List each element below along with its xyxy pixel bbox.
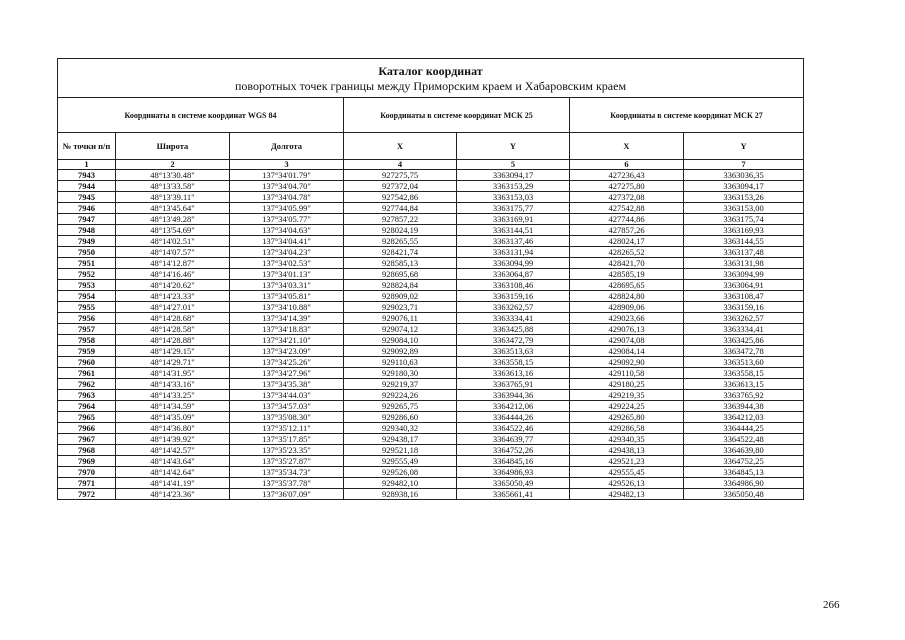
- latitude-cell: 48°14'02.51": [116, 236, 230, 247]
- longitude-cell: 137°34'10.88": [230, 302, 344, 313]
- latitude-cell: 48°14'34.59": [116, 401, 230, 412]
- x-msk27-cell: 428421,70: [570, 258, 684, 269]
- x-msk25-cell: 928938,16: [344, 489, 457, 500]
- x-msk25-cell: 927275,75: [344, 170, 457, 181]
- longitude-cell: 137°34'35.38": [230, 379, 344, 390]
- longitude-cell: 137°35'37.78": [230, 478, 344, 489]
- longitude-cell: 137°34'01.79": [230, 170, 344, 181]
- x-msk27-cell: 427372,08: [570, 192, 684, 203]
- x-msk25-cell: 929023,71: [344, 302, 457, 313]
- y-msk25-cell: 3363765,91: [457, 379, 570, 390]
- point-number-cell: 7953: [58, 280, 116, 291]
- point-number-cell: 7965: [58, 412, 116, 423]
- y-msk27-cell: 3363513,60: [684, 357, 804, 368]
- y-msk27-cell: 3364986,90: [684, 478, 804, 489]
- y-msk25-cell: 3363159,16: [457, 291, 570, 302]
- column-number: 7: [684, 160, 804, 170]
- column-header-point: № точки п/п: [58, 133, 116, 160]
- x-msk27-cell: 429265,80: [570, 412, 684, 423]
- table-row: [58, 214, 804, 225]
- column-header-x-msk25: X: [344, 133, 457, 160]
- point-number-cell: 7951: [58, 258, 116, 269]
- table-row: [58, 192, 804, 203]
- longitude-cell: 137°35'34.73": [230, 467, 344, 478]
- table-row: [58, 357, 804, 368]
- page-number: 266: [823, 599, 840, 611]
- point-number-cell: 7955: [58, 302, 116, 313]
- longitude-cell: 137°34'21.10": [230, 335, 344, 346]
- x-msk25-cell: 927744,84: [344, 203, 457, 214]
- y-msk27-cell: 3363108,47: [684, 291, 804, 302]
- table-row: [58, 445, 804, 456]
- table-row: [58, 313, 804, 324]
- latitude-cell: 48°13'33.58": [116, 181, 230, 192]
- table-row: [58, 170, 804, 181]
- longitude-cell: 137°34'44.03": [230, 390, 344, 401]
- longitude-cell: 137°34'04.41": [230, 236, 344, 247]
- table-row: [58, 324, 804, 335]
- point-number-cell: 7948: [58, 225, 116, 236]
- x-msk27-cell: 428265,52: [570, 247, 684, 258]
- latitude-cell: 48°13'54.69": [116, 225, 230, 236]
- longitude-cell: 137°34'04.78": [230, 192, 344, 203]
- x-msk27-cell: 427744,86: [570, 214, 684, 225]
- x-msk25-cell: 929438,17: [344, 434, 457, 445]
- catalog-title: Каталог координат: [378, 64, 483, 78]
- table-row: [58, 335, 804, 346]
- x-msk25-cell: 928585,13: [344, 258, 457, 269]
- y-msk27-cell: 3364444,25: [684, 423, 804, 434]
- x-msk27-cell: 427236,43: [570, 170, 684, 181]
- group-header-msk27: Координаты в системе координат МСК 27: [570, 98, 804, 133]
- x-msk27-cell: 427857,26: [570, 225, 684, 236]
- point-number-cell: 7944: [58, 181, 116, 192]
- longitude-cell: 137°34'18.83": [230, 324, 344, 335]
- y-msk27-cell: 3363094,99: [684, 269, 804, 280]
- point-number-cell: 7943: [58, 170, 116, 181]
- x-msk27-cell: 429555,45: [570, 467, 684, 478]
- y-msk25-cell: 3364212,06: [457, 401, 570, 412]
- table-title-cell: [58, 59, 804, 98]
- y-msk25-cell: 3363169,91: [457, 214, 570, 225]
- latitude-cell: 48°14'28.68": [116, 313, 230, 324]
- y-msk25-cell: 3363425,88: [457, 324, 570, 335]
- y-msk25-cell: 3363108,46: [457, 280, 570, 291]
- x-msk27-cell: 429224,25: [570, 401, 684, 412]
- table-row: [58, 346, 804, 357]
- x-msk27-cell: 429286,58: [570, 423, 684, 434]
- column-number: 4: [344, 160, 457, 170]
- latitude-cell: 48°14'29.71": [116, 357, 230, 368]
- latitude-cell: 48°14'16.46": [116, 269, 230, 280]
- x-msk25-cell: 929340,32: [344, 423, 457, 434]
- x-msk25-cell: 928824,84: [344, 280, 457, 291]
- y-msk25-cell: 3363153,03: [457, 192, 570, 203]
- table-row: [58, 401, 804, 412]
- x-msk27-cell: 429521,23: [570, 456, 684, 467]
- table-row: [58, 423, 804, 434]
- latitude-cell: 48°14'28.88": [116, 335, 230, 346]
- column-header-longitude: Долгота: [230, 133, 344, 160]
- latitude-cell: 48°14'36.80": [116, 423, 230, 434]
- longitude-cell: 137°34'27.96": [230, 368, 344, 379]
- y-msk25-cell: 3363944,36: [457, 390, 570, 401]
- x-msk27-cell: 429076,13: [570, 324, 684, 335]
- longitude-cell: 137°35'17.85": [230, 434, 344, 445]
- point-number-cell: 7969: [58, 456, 116, 467]
- x-msk25-cell: 929286,60: [344, 412, 457, 423]
- y-msk25-cell: 3363175,77: [457, 203, 570, 214]
- x-msk27-cell: 428695,65: [570, 280, 684, 291]
- latitude-cell: 48°14'41.19": [116, 478, 230, 489]
- x-msk25-cell: 927372,04: [344, 181, 457, 192]
- y-msk25-cell: 3364639,77: [457, 434, 570, 445]
- y-msk27-cell: 3363613,15: [684, 379, 804, 390]
- y-msk25-cell: 3364444,26: [457, 412, 570, 423]
- y-msk27-cell: 3364522,48: [684, 434, 804, 445]
- x-msk25-cell: 927542,86: [344, 192, 457, 203]
- table-row: [58, 368, 804, 379]
- point-number-cell: 7959: [58, 346, 116, 357]
- y-msk27-cell: 3363472,78: [684, 346, 804, 357]
- point-number-cell: 7961: [58, 368, 116, 379]
- latitude-cell: 48°14'42.57": [116, 445, 230, 456]
- y-msk25-cell: 3365050,49: [457, 478, 570, 489]
- y-msk25-cell: 3363472,79: [457, 335, 570, 346]
- y-msk25-cell: 3363094,99: [457, 258, 570, 269]
- x-msk27-cell: 429438,13: [570, 445, 684, 456]
- longitude-cell: 137°34'04.23": [230, 247, 344, 258]
- longitude-cell: 137°34'14.39": [230, 313, 344, 324]
- table-row: [58, 456, 804, 467]
- column-header-latitude: Широта: [116, 133, 230, 160]
- y-msk27-cell: 3363131,98: [684, 258, 804, 269]
- latitude-cell: 48°13'49.28": [116, 214, 230, 225]
- y-msk25-cell: 3363513,63: [457, 346, 570, 357]
- point-number-cell: 7960: [58, 357, 116, 368]
- x-msk25-cell: 929180,30: [344, 368, 457, 379]
- y-msk25-cell: 3364845,16: [457, 456, 570, 467]
- point-number-cell: 7967: [58, 434, 116, 445]
- x-msk25-cell: 929482,10: [344, 478, 457, 489]
- x-msk25-cell: 929526,08: [344, 467, 457, 478]
- x-msk27-cell: 429074,08: [570, 335, 684, 346]
- y-msk27-cell: 3363137,48: [684, 247, 804, 258]
- y-msk25-cell: 3363131,94: [457, 247, 570, 258]
- latitude-cell: 48°14'35.09": [116, 412, 230, 423]
- longitude-cell: 137°34'01.13": [230, 269, 344, 280]
- longitude-cell: 137°34'04.63": [230, 225, 344, 236]
- table-row: [58, 434, 804, 445]
- column-number: 6: [570, 160, 684, 170]
- y-msk25-cell: 3364986,93: [457, 467, 570, 478]
- latitude-cell: 48°13'30.48": [116, 170, 230, 181]
- y-msk25-cell: 3363153,29: [457, 181, 570, 192]
- y-msk27-cell: 3363558,15: [684, 368, 804, 379]
- table-row: [58, 181, 804, 192]
- y-msk27-cell: 3363262,57: [684, 313, 804, 324]
- y-msk25-cell: 3363558,15: [457, 357, 570, 368]
- longitude-cell: 137°34'02.53": [230, 258, 344, 269]
- y-msk27-cell: 3364752,25: [684, 456, 804, 467]
- table-row: [58, 225, 804, 236]
- table-row: [58, 478, 804, 489]
- group-header-msk25: Координаты в системе координат МСК 25: [344, 98, 570, 133]
- y-msk25-cell: 3364752,26: [457, 445, 570, 456]
- x-msk25-cell: 929219,37: [344, 379, 457, 390]
- x-msk27-cell: 429340,35: [570, 434, 684, 445]
- x-msk27-cell: 429180,25: [570, 379, 684, 390]
- x-msk25-cell: 928265,55: [344, 236, 457, 247]
- x-msk25-cell: 928909,02: [344, 291, 457, 302]
- point-number-cell: 7946: [58, 203, 116, 214]
- x-msk25-cell: 929265,75: [344, 401, 457, 412]
- latitude-cell: 48°14'07.57": [116, 247, 230, 258]
- x-msk27-cell: 429110,58: [570, 368, 684, 379]
- table-row: [58, 269, 804, 280]
- table-row: [58, 379, 804, 390]
- longitude-cell: 137°34'05.77": [230, 214, 344, 225]
- y-msk27-cell: 3364845,13: [684, 467, 804, 478]
- point-number-cell: 7962: [58, 379, 116, 390]
- point-number-cell: 7957: [58, 324, 116, 335]
- table-row: [58, 489, 804, 500]
- y-msk27-cell: 3363425,86: [684, 335, 804, 346]
- longitude-cell: 137°34'57.03": [230, 401, 344, 412]
- y-msk27-cell: 3363094,17: [684, 181, 804, 192]
- y-msk27-cell: 3363153,26: [684, 192, 804, 203]
- y-msk25-cell: 3364522,46: [457, 423, 570, 434]
- y-msk27-cell: 3363334,41: [684, 324, 804, 335]
- point-number-cell: 7972: [58, 489, 116, 500]
- y-msk25-cell: 3363144,51: [457, 225, 570, 236]
- x-msk27-cell: 428024,17: [570, 236, 684, 247]
- x-msk25-cell: 928421,74: [344, 247, 457, 258]
- x-msk27-cell: 429526,13: [570, 478, 684, 489]
- point-number-cell: 7963: [58, 390, 116, 401]
- x-msk27-cell: 429023,66: [570, 313, 684, 324]
- table-row: [58, 390, 804, 401]
- latitude-cell: 48°14'33.16": [116, 379, 230, 390]
- y-msk27-cell: 3363036,35: [684, 170, 804, 181]
- table-row: [58, 280, 804, 291]
- table-row: [58, 412, 804, 423]
- table-row: [58, 467, 804, 478]
- point-number-cell: 7956: [58, 313, 116, 324]
- table-row: [58, 236, 804, 247]
- latitude-cell: 48°14'27.01": [116, 302, 230, 313]
- latitude-cell: 48°14'39.92": [116, 434, 230, 445]
- y-msk27-cell: 3364212,03: [684, 412, 804, 423]
- point-number-cell: 7968: [58, 445, 116, 456]
- catalog-subtitle: поворотных точек границы между Приморским краем и Хабаровским краем: [235, 79, 627, 93]
- x-msk27-cell: 427275,80: [570, 181, 684, 192]
- longitude-cell: 137°35'08.30": [230, 412, 344, 423]
- y-msk27-cell: 3363169,93: [684, 225, 804, 236]
- y-msk27-cell: 3363175,74: [684, 214, 804, 225]
- x-msk25-cell: 927857,22: [344, 214, 457, 225]
- point-number-cell: 7949: [58, 236, 116, 247]
- table-row: [58, 258, 804, 269]
- point-number-cell: 7947: [58, 214, 116, 225]
- point-number-cell: 7966: [58, 423, 116, 434]
- point-number-cell: 7970: [58, 467, 116, 478]
- table-row: [58, 291, 804, 302]
- column-number: 3: [230, 160, 344, 170]
- column-number: 5: [457, 160, 570, 170]
- y-msk27-cell: 3363153,00: [684, 203, 804, 214]
- point-number-cell: 7958: [58, 335, 116, 346]
- latitude-cell: 48°14'23.33": [116, 291, 230, 302]
- y-msk27-cell: 3363159,16: [684, 302, 804, 313]
- point-number-cell: 7964: [58, 401, 116, 412]
- column-number: 1: [58, 160, 116, 170]
- longitude-cell: 137°34'05.81": [230, 291, 344, 302]
- x-msk25-cell: 928695,68: [344, 269, 457, 280]
- latitude-cell: 48°14'31.95": [116, 368, 230, 379]
- latitude-cell: 48°14'29.15": [116, 346, 230, 357]
- latitude-cell: 48°14'28.58": [116, 324, 230, 335]
- column-header-y-msk27: Y: [684, 133, 804, 160]
- column-header-x-msk27: X: [570, 133, 684, 160]
- point-number-cell: 7950: [58, 247, 116, 258]
- longitude-cell: 137°34'23.09": [230, 346, 344, 357]
- longitude-cell: 137°36'07.09": [230, 489, 344, 500]
- y-msk27-cell: 3364639,80: [684, 445, 804, 456]
- latitude-cell: 48°13'45.64": [116, 203, 230, 214]
- longitude-cell: 137°34'05.99": [230, 203, 344, 214]
- x-msk25-cell: 929555,49: [344, 456, 457, 467]
- x-msk25-cell: 929521,18: [344, 445, 457, 456]
- latitude-cell: 48°14'42.64": [116, 467, 230, 478]
- latitude-cell: 48°14'12.87": [116, 258, 230, 269]
- column-number: 2: [116, 160, 230, 170]
- y-msk27-cell: 3363144,55: [684, 236, 804, 247]
- y-msk27-cell: 3363064,91: [684, 280, 804, 291]
- coordinate-catalog: [57, 58, 803, 500]
- y-msk25-cell: 3363334,41: [457, 313, 570, 324]
- point-number-cell: 7971: [58, 478, 116, 489]
- x-msk25-cell: 929084,10: [344, 335, 457, 346]
- coordinate-table: [57, 58, 804, 500]
- y-msk25-cell: 3363262,57: [457, 302, 570, 313]
- point-number-cell: 7945: [58, 192, 116, 203]
- table-row: [58, 302, 804, 313]
- y-msk25-cell: 3365661,41: [457, 489, 570, 500]
- x-msk27-cell: 429092,90: [570, 357, 684, 368]
- longitude-cell: 137°34'25.26": [230, 357, 344, 368]
- x-msk25-cell: 929076,11: [344, 313, 457, 324]
- y-msk27-cell: 3365050,48: [684, 489, 804, 500]
- x-msk27-cell: 429219,35: [570, 390, 684, 401]
- latitude-cell: 48°14'33.25": [116, 390, 230, 401]
- y-msk25-cell: 3363094,17: [457, 170, 570, 181]
- table-body: [58, 170, 804, 500]
- longitude-cell: 137°34'04.70": [230, 181, 344, 192]
- x-msk27-cell: 429084,14: [570, 346, 684, 357]
- point-number-cell: 7952: [58, 269, 116, 280]
- latitude-cell: 48°14'23.36": [116, 489, 230, 500]
- x-msk27-cell: 428824,80: [570, 291, 684, 302]
- y-msk25-cell: 3363613,16: [457, 368, 570, 379]
- y-msk25-cell: 3363137,46: [457, 236, 570, 247]
- x-msk27-cell: 428585,19: [570, 269, 684, 280]
- x-msk27-cell: 429482,13: [570, 489, 684, 500]
- x-msk25-cell: 929074,12: [344, 324, 457, 335]
- x-msk27-cell: 428909,06: [570, 302, 684, 313]
- x-msk25-cell: 929092,89: [344, 346, 457, 357]
- longitude-cell: 137°35'12.11": [230, 423, 344, 434]
- x-msk27-cell: 427542,88: [570, 203, 684, 214]
- point-number-cell: 7954: [58, 291, 116, 302]
- table-row: [58, 247, 804, 258]
- latitude-cell: 48°14'20.62": [116, 280, 230, 291]
- y-msk25-cell: 3363064,87: [457, 269, 570, 280]
- longitude-cell: 137°35'27.87": [230, 456, 344, 467]
- table-row: [58, 203, 804, 214]
- x-msk25-cell: 929224,26: [344, 390, 457, 401]
- column-header-y-msk25: Y: [457, 133, 570, 160]
- latitude-cell: 48°14'43.64": [116, 456, 230, 467]
- x-msk25-cell: 929110,63: [344, 357, 457, 368]
- longitude-cell: 137°34'03.31": [230, 280, 344, 291]
- group-header-wgs84: Координаты в системе координат WGS 84: [58, 98, 344, 133]
- y-msk27-cell: 3363944,38: [684, 401, 804, 412]
- y-msk27-cell: 3363765,92: [684, 390, 804, 401]
- x-msk25-cell: 928024,19: [344, 225, 457, 236]
- latitude-cell: 48°13'39.11": [116, 192, 230, 203]
- longitude-cell: 137°35'23.35": [230, 445, 344, 456]
